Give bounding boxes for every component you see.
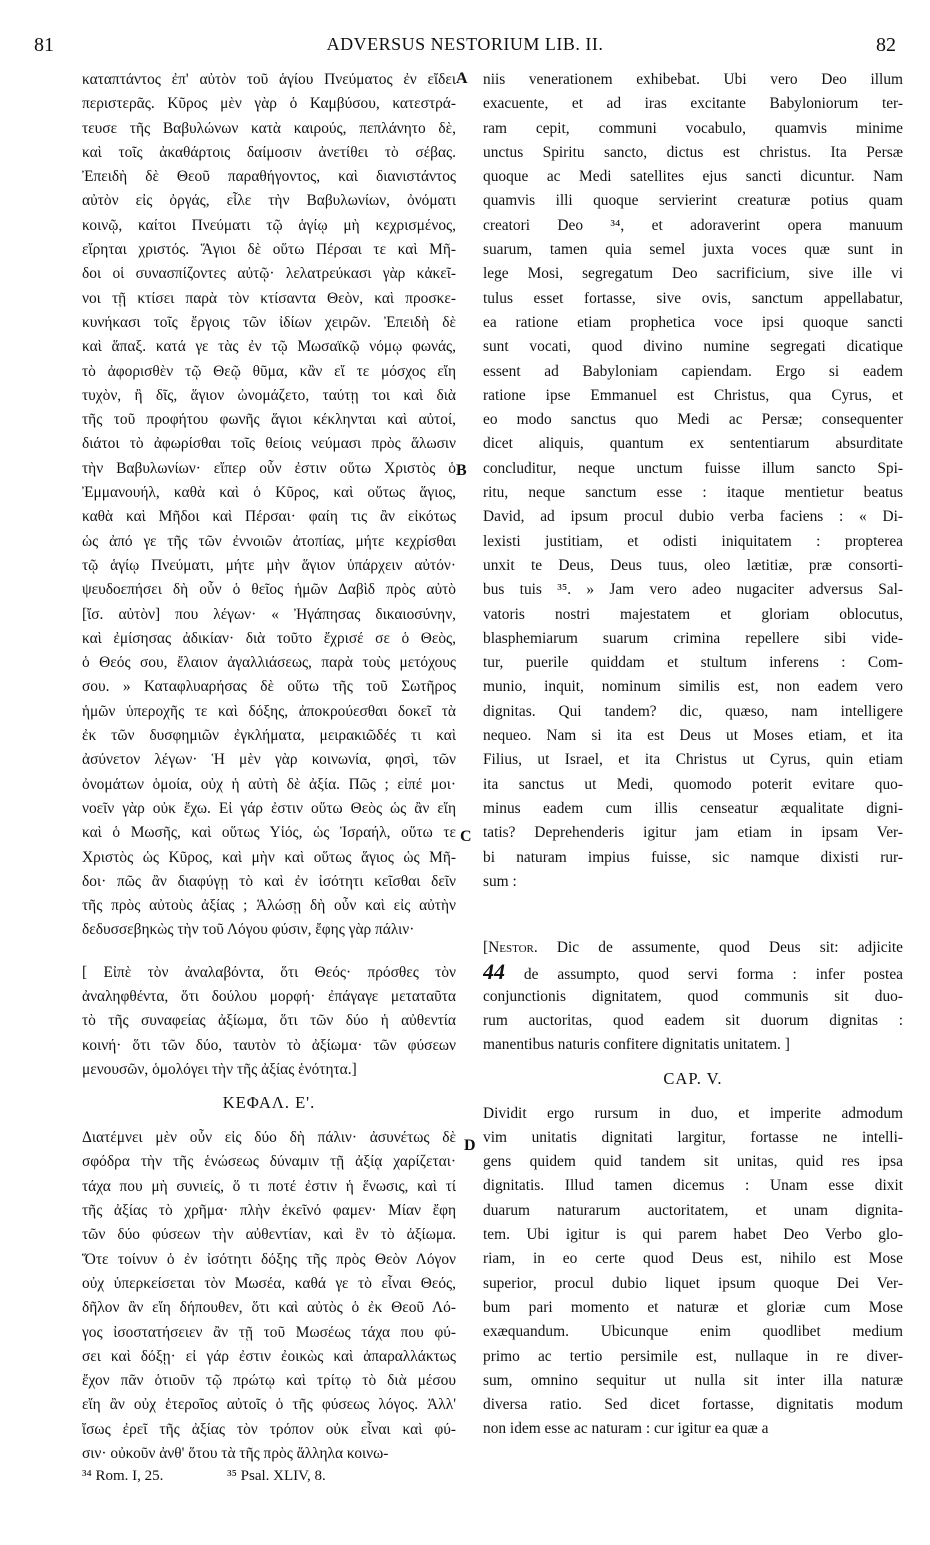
text-line: Ἐπειδὴ δὲ Θεοῦ παραθήγοντος, καὶ διανιστάντος [82,168,456,186]
text-line: creatori Deo ³⁴, et adoraverint opera manuum [483,216,903,234]
text-line: τῶν δύο φύσεων τὴν αὐθεντίαν, καὶ ἓν τὸ ἀξίωμα. [82,1226,456,1244]
text-line: 44 de assumpto, quod servi forma : infer postea [483,960,903,985]
text-line: ἀσύνετον λέγων· Ἡ μὲν γὰρ κοινωνία, φησὶ, τῶν [82,751,456,769]
text-line: τῆς ἀξίας τὸ χρῆμα· πλὴν ἐκεῖνό φαμεν· Μίαν ἔφη [82,1202,456,1220]
text-line: δοι· πῶς ἂν διαφύγῃ τὸ καὶ ἐν ἰσότητι κεῖσθαι δεῖν [82,872,456,890]
text-line: ἀναληφθέντα, ὅτι δούλου μορφή· ἐπάγαγε μεταταῦτα [82,987,456,1005]
text-line: dignitas. Qui tandem? dic, quæso, nam intelligere [483,702,903,720]
text-line: Χριστὸς ὡς Κῦρος, καὶ μὴν καὶ οὕτως ἅγιος ὡς Μῆ- [82,848,456,866]
text-line: tur, puerile quiddam et stultum inferens : Com- [483,654,903,672]
text-line: Ἐμμανουήλ, καθὰ καὶ ὁ Κῦρος, καὶ οὕτως ἅγιος, [82,484,456,502]
text-line: quamvis illi quoque servierint creaturæ potius quam [483,192,903,210]
text-line: sum : [483,872,517,890]
text-line: δεδυσσεβηκὼς τὴν τοῦ Λόγου φύσιν, ἔφης γὰρ πάλιν· [82,921,415,939]
text-line: lexisti justitiam, et odisti iniquitatem : propterea [483,532,903,550]
text-line: rum auctoritas, quod eadem sit duorum dignitas : [483,1011,903,1029]
greek-paragraph-3 [82,1126,456,1466]
text-line: munio, inquit, nominum similis est, non eadem vero [483,678,903,696]
text-line: primo ac tertio persimile est, nullaque in re diver- [483,1347,903,1365]
text-line: ψευδοεπήσει δὴ οὖν ὁ θεῖος ἡμῶν Δαβὶδ πρὸς αὐτὸ [82,581,456,599]
text-line: τὴν Βαβυλωνίων· εἴπερ οὖν ἐστιν οὕτω Χριστὸς ὁ [82,459,456,477]
margin-marker-b: B [456,462,467,479]
text-line: οὐχ ὑπερκείσεται τὸν Μωσέα, καθά γε τὸ εἶναι Θεός, [82,1274,456,1292]
text-line: bi naturam impius fuisse, sic namque dixisti rur- [483,848,903,866]
greek-paragraph-2 [82,961,456,1082]
text-line: Filius, ut Israel, et ita Christus ut Cyrus, quin etiam [483,751,903,769]
text-line: conjunctionis dignitatem, quod communis sit duo- [483,987,903,1005]
text-line: τῆς πρὸς αὐτοὺς ἀξίας ; Ἁλώσῃ δὴ οὖν καὶ εἰς αὐτὴν [82,897,456,915]
text-line: Dividit ergo rursum in duo, et imperite admodum [483,1104,903,1122]
text-line: ratione ipse Emmanuel est Christus, qua Cyrus, et [483,386,903,404]
text-line: unctus Spiritu sancto, dictus est christus. Ita Persæ [483,143,903,161]
greek-column [82,68,456,1466]
page-number-left: 81 [34,34,54,56]
text-line: eo modo sanctus quo Medi ac Persæ; consequenter [483,411,903,429]
text-line: sum, omnino sequitur ut nulla sit inter illa naturæ [483,1371,903,1389]
text-line: τὸ τῆς συναφείας ἀξίωμα, ὅτι τῶν δύο ἡ αὐθεντία [82,1012,456,1030]
text-line: nequeo. Nam si ita est Deus ut Moses etiam, et ita [483,727,903,745]
text-line: τευσε τῆς Βαβυλώνων κατὰ καιρούς, πεπλάνητο δὲ, [82,119,456,137]
text-line: blasphemiarum suarum crimina repellere sibi vide- [483,629,903,647]
text-line: καὶ ἐμίσησας ἀδικίαν· διὰ τοῦτο ἔχρισέ σε ὁ Θεὸς, [82,629,456,647]
text-line: exacuente, et ad iras excitante Babyloniorum ter- [483,95,903,113]
text-line: ἔχον πᾶν ὁτιοῦν τῷ πρώτῳ καὶ τρίτῳ τὸ διὰ μέσου [82,1372,456,1390]
text-line: sunt vocati, quod divino numine segregati dicatique [483,338,903,356]
latin-chapter-heading: CAP. V. [663,1068,723,1088]
text-line: vatoris nostri majestatem et gloriam oblocutus, [483,605,903,623]
text-line: gens quidem quid tandem sit unitas, quid res ipsa [483,1153,903,1171]
latin-paragraph-1 [483,68,903,894]
text-line: [Nestor. Dic de assumente, quod Deus sit: adjicite [483,939,903,957]
text-line: ὁ Θεός σου, ἔλαιον ἀγαλλιάσεως, παρὰ τοὺς μετόχους [82,654,456,672]
text-line: [ἴσ. αὐτὸν] που λέγων· « Ἠγάπησας δικαιοσύνην, [82,605,456,623]
text-line: καὶ τοῖς ἀκαθάρτοις δαίμοσιν ἀνετίθει τὸ σέβας. [82,143,456,161]
speaker-name: Nestor. [488,939,538,957]
text-line: riam, in eo certe quod Deus est, nihilo est Mose [483,1250,903,1268]
margin-marker-c: C [460,828,472,845]
text-line: ὡς ἀπό γε τῆς τῶν ἐννοιῶν ἀτοπίας, μήτε κεχρίσθαι [82,532,456,550]
text-line: διάτοι τὸ ἀφωρίσθαι τοῖς θείοις νεύμασι πρὸς ἅλωσιν [82,435,456,453]
text-line: κοινῷ, καίτοι Πνεύματι τῷ ἁγίῳ μὴ κεχρισμένος, [82,216,456,234]
text-line: exæquandum. Ubicunque enim quodlibet medium [483,1323,903,1341]
footnote-35: ³⁵ Psal. XLIV, 8. [227,1468,326,1484]
text-line: δοι οἱ συνασπίζοντες αὐτῷ· λελατρεύκασι γὰρ κἀκεῖ- [82,265,456,283]
text-line: ita sanctus ut Medi, quomodo poterit evitare quo- [483,775,903,793]
text-line: εἴρηται χριστός. Ἅγιοι δὲ οὕτω Πέρσαι τε καὶ Μῆ- [82,241,456,259]
text-line: concluditur, neque unctum fuisse illum sancto Spi- [483,459,903,477]
text-line: εἴη ἂν οὐχ ἑτεροῖος αὐτοῖς ὁ τῆς φύσεως λόγος. Ἀλλ' [82,1396,456,1414]
text-line: ea ratione etiam prophetica voce ipsi quoque sancti [483,313,903,331]
text-line: bus tuis ³⁵. » Jam vero adeo nugaciter adversus Sal- [483,581,903,599]
text-line: non idem esse ac naturam : cur igitur ea quæ a [483,1420,769,1438]
text-line: minus eadem cum illis censeatur æqualitate digni- [483,799,903,817]
text-line: σφόδρα τὴν τῆς ἑνώσεως δύναμιν τῇ ἀξίᾳ χαρίζεται· [82,1153,456,1171]
text-line: duarum naturarum auctoritatem, et unam dignita- [483,1201,903,1219]
text-line: μενουσῶν, ὁμολόγει τὴν τῆς ἀξίας ἑνότητα.] [82,1060,357,1078]
margin-marker-d: D [464,1137,476,1154]
latin-paragraph-2 [483,936,903,1057]
page-number-right: 82 [876,34,896,56]
text-line: ἡμῶν ὑπεροχῆς τε καὶ δόξης, ἀποκρούεσθαι δοκεῖ τὰ [82,702,456,720]
greek-chapter-heading: ΚΕΦΑΛ. Ε'. [222,1093,316,1113]
text-line: manentibus naturis confitere dignitatis unitatem. ] [483,1036,790,1054]
text-line: νοεῖν γὰρ οὐκ ἔχω. Εἰ γάρ ἐστιν οὕτω Θεὸς ὡς ἂν εἴη [82,799,456,817]
text-line: τὸ ἀφορισθὲν τῷ Θεῷ θῦμα, κἂν εἴ τε μόσχος εἴη [82,362,456,380]
text-line: τῆς τοῦ προφήτου φωνῆς ἅγιοι κέκληνται καὶ αὐτοί, [82,411,456,429]
text-line: ram cepit, communi vocabulo, quamvis minime [483,119,903,137]
text-line: δῆλον ἂν εἴη δήπουθεν, ὅτι καὶ αὐτὸς ὁ ἐκ Θεοῦ Λό- [82,1299,456,1317]
latin-paragraph-3 [483,1102,903,1442]
text-line: ἴσως ἐρεῖ τῆς ἀξίας τὸν τρόπον οὐκ εἶναι καὶ φύ- [82,1420,456,1438]
text-line: σου. » Καταφλυαρήσας δὲ οὕτω τῆς τοῦ Σωτῆρος [82,678,456,696]
text-line: καὶ ὁ Μωσῆς, καὶ οὕτως Υἱός, ὡς Ἰσραήλ, οὕτω τε [82,824,456,842]
text-line: suarum, tamen quia semel juxta voces quæ sunt in [483,241,903,259]
text-line: tem. Ubi igitur is qui parem habet Deo Verbo glo- [483,1226,903,1244]
text-line: dignitatis. Illud tamen dicemus : Unam esse dixit [483,1177,903,1195]
text-line: κυνήκασι τοῖς ἔργοις τῶν ἰδίων χειρῶν. Ἐπειδὴ δὲ [82,313,456,331]
text-line: Διατέμνει μὲν οὖν εἰς δύο δὴ πάλιν· ἀσυνέτως δὲ [82,1129,456,1147]
text-line: γος ἰσοστατήσειεν ἂν τῇ τοῦ Μωσέως τάχα που φύ- [82,1323,456,1341]
text-line: unxit te Deus, Deus tuus, oleo lætitiæ, præ consorti- [483,556,903,574]
text-line: ὀνομάτων ὁμοία, οὐχ ἡ αὐτὴ δὲ ἀξία. Πῶς ; εἰπέ μοι· [82,775,456,793]
margin-marker-a: A [456,70,468,87]
text-line: quoque ac Medi satellites ejus sancti dicuntur. Nam [483,168,903,186]
text-line: περιστερᾶς. Κῦρος μὲν γὰρ ὁ Καμβύσου, κατεστρά- [82,95,456,113]
text-line: dicet aliquis, quantum ex sententiarum absurditate [483,435,903,453]
text-line: tulus esset fortasse, sive ovis, sanctum appellabatur, [483,289,903,307]
text-line: ritu, neque sanctum esse : itaque mentietur beatus [483,484,903,502]
text-line: vim unitatis dignitati largitur, fortasse ne intelli- [483,1128,903,1146]
page-header [34,34,896,60]
text-line: David, ad ipsum procul dubio verba faciens : « Di- [483,508,903,526]
text-line: bum pari momento et naturæ et gloriæ cum Mose [483,1298,903,1316]
text-line: τῷ ἁγίῳ Πνεύματι, μήτε μὴν ἅγιον ὑπάρχειν αὐτόν· [82,556,456,574]
text-line: superior, procul dubio liquet ipsum quoque Dei Ver- [483,1274,903,1292]
text-line: diversa ratio. Sed dicet fortasse, dignitatis modum [483,1396,903,1414]
text-line: tatis? Deprehenderis igitur jam etiam in ipsam Ver- [483,824,903,842]
text-line: [ Εἰπὲ τὸν ἀναλαβόντα, ὅτι Θεός· πρόσθες τὸν [82,963,456,981]
text-line: καταπτάντος ἐπ' αὐτὸν τοῦ ἁγίου Πνεύματος ἐν εἴδει [82,71,456,88]
footnotes [82,1468,386,1485]
text-line: niis venerationem exhibebat. Ubi vero Deo illum [483,71,903,88]
text-line: σιν· οὐκοῦν ἀνθ' ὅτου τὰ τῆς πρὸς ἄλληλα κοινω- [82,1445,389,1463]
text-line: τυχὸν, ἢ δῖς, ἅγιον ὠνομάζετο, ταύτῃ τοι καὶ διὰ [82,386,456,404]
text-line: κοινή· ὅτι τῶν δύο, ταυτὸν τὸ ἀξίωμα· τῶν φύσεων [82,1036,456,1054]
text-line: καὶ ἅπαξ. κατά γε τὰς ἐν τῷ Μωσαϊκῷ νόμῳ φωνάς, [82,338,456,356]
text-line: ἐκ τῶν δυσφημιῶν ἐγκλήματα, μειρακιῶδές τι καὶ [82,727,456,745]
text-line: νοι τῇ κτίσει παρὰ τὸν κτίσαντα Θεὸν, καὶ προσκε- [82,289,456,307]
text-line: lege Mosi, segregatum Deo sacrificium, sive ille vi [483,265,903,283]
text-line: καθὰ καὶ Μῆδοι καὶ Πέρσαι· φαίη τις ἂν εἰκότως [82,508,456,526]
latin-column [483,68,903,1442]
text-line: σει καὶ δόξῃ· εἰ γάρ ἐστιν ἐοικὼς καὶ ἀπαραλλάκτως [82,1347,456,1365]
text-line: τάχα που μὴ συνιείς, ὅ τι ποτέ ἐστιν ἡ ἕνωσις, καὶ τί [82,1177,456,1195]
text-line: αὐτὸν εἰς ὀργάς, εἷλε τὴν Βαβυλωνίων, ὀνόματι [82,192,456,210]
footnote-34: ³⁴ Rom. I, 25. [82,1468,164,1484]
text-line: Ὅτε τοίνυν ὁ ἐν ἰσότητι δόξης τῆς πρὸς Θεὸν Λόγον [82,1250,456,1268]
text-line: essent ad Babyloniam capiendam. Ergo si eadem [483,362,903,380]
running-title: ADVERSUS NESTORIUM LIB. II. [326,34,604,54]
marginal-number: 44 [483,960,505,985]
greek-paragraph-1 [82,68,456,943]
